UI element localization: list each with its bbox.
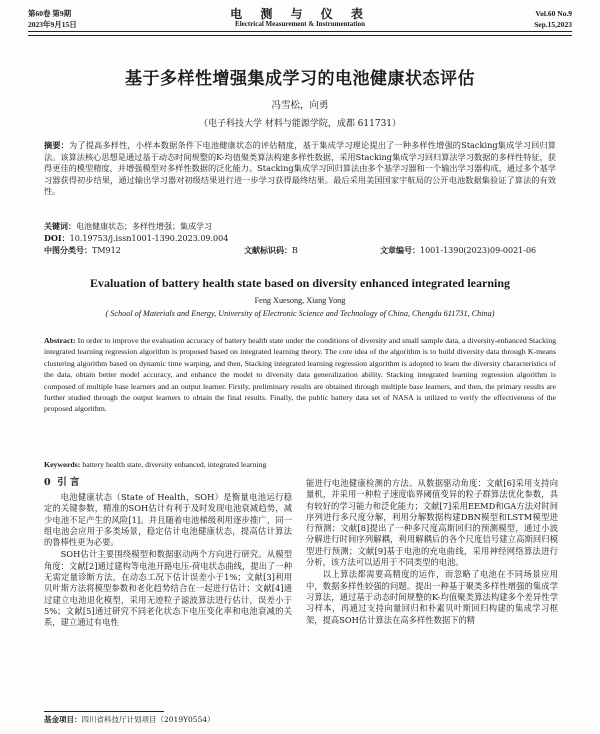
paper-title-en: Evaluation of battery health state based on diversity enhanced integrated learning — [90, 276, 510, 290]
footnote-label: 基金项目： — [44, 715, 82, 724]
intro-paragraph-2: SOH估计主要围绕模型和数据驱动两个方向进行研究。从模型角度：文献[2]通过建构等电池开路电压-荷电状态曲线，提出了一种无需定量诊断方法，在动态工况下估计误差小于1%；文献[3]利用贝叶斯方法将模型参数和老化趋势结合在一起进行估计；文献[4]通过建立电池退化模型，采用无迹粒子滤波算法进行估计，误差小于5%；文献[5]通过研究不同老化状态下电压变化率和电池衰减的关系，建立通过有电性 — [44, 549, 292, 628]
header-volume-cn: 第60卷 第9期 — [28, 9, 72, 18]
clc-label: 中图分类号： — [44, 245, 92, 255]
paper-title-cn: 基于多样性增强集成学习的电池健康状态评估 — [125, 69, 475, 89]
section-title: 引 言 — [57, 477, 80, 488]
header-volume-en: Vol.60 No.9 — [535, 9, 572, 18]
clc-value: TM912 — [92, 246, 121, 255]
doi-text: 10.19753/j.issn1001-1390.2023.09.004 — [69, 234, 229, 243]
intro-paragraph-3: 能进行电池健康检测的方法。从数据驱动角度：文献[6]采用支持向量机，并采用一种粒子速度临界阈值变异的粒子群算法优化参数，具有较好的学习能力和泛化能力；文献[7]采用EEMD和GA方法对时间序列进行多尺度分解，利用分解数据构建DBN模型和LSTM模型进行预测；文献[8]提出了一种多尺度高斯回归的预测模型，通过小波分解进行时间序列解耦，利用解耦后的各个尺度信号建立高斯回归模型进行预测；文献[9]基于电池的充电曲线，采用神经网络算法进行分析，该方法可以适用于不同类型的电池。 — [306, 478, 558, 568]
article-number — [380, 245, 536, 256]
section-heading — [44, 476, 292, 489]
keywords-en-text: battery health state, diversity enhanced, integrated learning — [82, 460, 267, 469]
header-rule — [28, 31, 572, 36]
document-code — [244, 245, 298, 256]
intro-paragraph-4: 以上算法都需要高精度的运作，而忽略了电池在不同场景应用中，数据多样性较强的问题。提出一种基于聚类多样性增强的集成学习算法，通过基于动态时间规整的K-均值聚类算法构建多个差异性学习样本，再通过支持向量回归和朴素贝叶斯回归构建的集成学习框架，提高SOH估计算法在高多样性数据下的精 — [306, 569, 558, 625]
footnote-rule — [44, 711, 164, 712]
affiliation-en: ( School of Materials and Energy, University of Electronic Science and Technology of China, Chengdu 611731, China) — [105, 309, 495, 318]
abstract-en-text: In order to improve the evaluation accuracy of battery health state under the conditions of diversity and small sample data, a diversity-enhanced Stacking integrated learning regression algorithm is proposed based on integrated learning theory. The core idea of the algorithm is to build diversity data through K-means clustering algorithm based on dynamic time warping, and then, Stacking integrated learning regression algorithm is adopted to learn the diversity characteristics of the data, obtain better model accuracy, and enhance the model to diversity data generalization ability. Stacking integrated learning regression algorithm is composed of multiple base learners and an output learner. Firstly, preliminary results are obtained through multiple base learners, and then, the primary results are further studied through the output learners to obtain the final results. Finally, the public battery data set of NASA is utilized to verify the effectiveness of the proposed algorithm. — [44, 336, 556, 414]
footnote — [44, 715, 215, 725]
article-value: 1001-1390(2023)09-0021-06 — [420, 246, 537, 255]
section-number: 0 — [44, 477, 51, 488]
authors-cn: 冯雪松，向勇 — [271, 100, 329, 111]
authors-en: Feng Xuesong, Xiang Yong — [254, 296, 346, 305]
right-column — [306, 478, 558, 626]
doi — [44, 233, 228, 244]
abstract-cn-label: 摘要： — [44, 140, 70, 150]
keywords-cn — [44, 221, 212, 232]
keywords-en — [44, 459, 556, 470]
keywords-cn-text: 电池健康状态；多样性增强；集成学习 — [76, 222, 212, 231]
header-date-cn: 2023年9月15日 — [28, 20, 77, 29]
journal-title-en: Electrical Measurement & Instrumentation — [235, 20, 365, 28]
clc-number — [44, 245, 121, 256]
abstract-cn — [44, 140, 556, 198]
abstract-cn-text: 为了提高多样性，小样本数据条件下电池健康状态的评估精度，基于集成学习理论提出了一种多样性增强的Stacking集成学习回归算法。该算法核心思想是通过基于动态时间规整的K-均值聚类算法构建多样性数据，采用Stacking集成学习回归算法学习数据的多样性特征，获得更佳的模型精度，并增强模型对多样性数据的泛化能力。Stacking集成学习回归算法由多个基学习器和一个输出学习器构成，通过多个基学习器获得初步结果，通过输出学习器对初级结果进行进一步学习获得最终结果。最后采用美国国家宇航局的公开电池数据集验证了算法的有效性。 — [44, 140, 556, 197]
keywords-cn-label: 关键词： — [44, 221, 76, 231]
left-column — [44, 476, 292, 629]
doc-code-value: B — [292, 246, 298, 255]
abstract-en — [44, 335, 556, 415]
header-date-en: Sep.15,2023 — [534, 20, 572, 29]
footnote-text: 四川省科技厅计划项目（2019Y0554） — [81, 715, 215, 724]
abstract-en-label: Abstract: — [44, 336, 76, 345]
doc-code-label: 文献标识码： — [244, 245, 292, 255]
doi-label: DOI： — [44, 233, 70, 243]
article-label: 文章编号： — [380, 245, 420, 255]
journal-title-cn: 电 测 与 仪 表 — [230, 7, 370, 21]
affiliation-cn: （电子科技大学 材料与能源学院，成都 611731） — [198, 119, 402, 129]
keywords-en-label: Keywords: — [44, 460, 81, 469]
intro-paragraph-1: 电池健康状态（State of Health，SOH）是衡量电池运行稳定的关键参数，精准的SOH估计有利于及时发现电池衰减趋势，减少电池不足产生的风险[1]。并且随着电池梯级利用逐步推广，同一组电池会应用于多类场景，稳定估计电池健康状态，提高估计算法的鲁棒性更为必要。 — [44, 492, 292, 548]
